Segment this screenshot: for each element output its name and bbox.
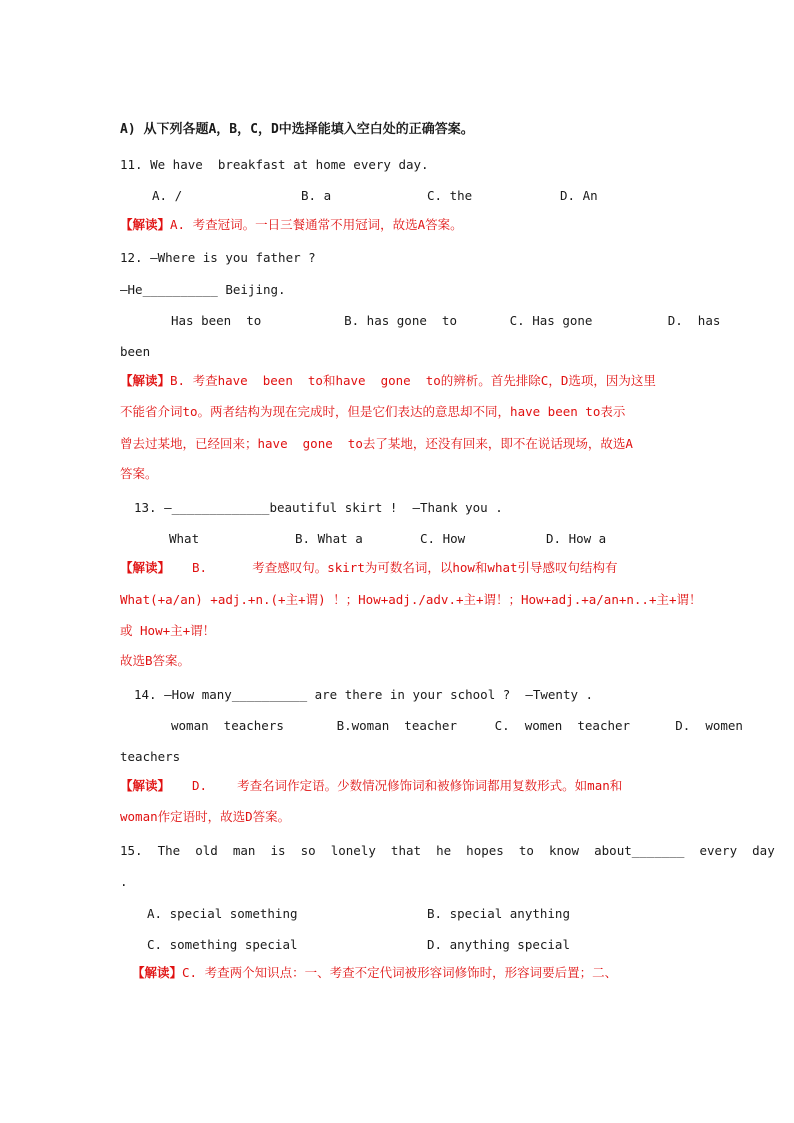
q14-explanation-2: woman作定语时，故选D答案。 (120, 809, 291, 824)
explanation-text: D. 考查名词作定语。少数情况修饰词和被修饰词都用复数形式。如man和 (192, 778, 623, 793)
explanation-text: B. 考查have been to和have gone to的辨析。首先排除C，D选项，因为这里 (170, 373, 656, 388)
q12-options: Has been to B. has gone to C. Has gone D. has (171, 313, 721, 328)
q11-option-c: C. the (427, 188, 473, 203)
q13-option-b: B. What a (295, 531, 363, 546)
q11-option-a: A. / (152, 188, 183, 203)
q13-explanation-1 (120, 560, 618, 576)
section-heading: A) 从下列各题A，B，C，D中选择能填入空白处的正确答案。 (120, 122, 474, 137)
q13-option-d: D. How a (546, 531, 607, 546)
question-12-stem-2: —He__________ Beijing. (120, 282, 286, 297)
question-12-stem: 12. —Where is you father ? (120, 250, 316, 265)
explanation-tag: 【解读】 (120, 373, 171, 388)
q12-explanation-4: 答案。 (120, 466, 158, 481)
question-15-stem-2: . (120, 874, 128, 889)
q15-option-d: D. anything special (427, 937, 570, 952)
q11-option-b: B. a (301, 188, 332, 203)
q11-option-d: D. An (560, 188, 598, 203)
q13-option-c: C. How (420, 531, 466, 546)
q15-option-a: A. special something (147, 906, 298, 921)
q13-explanation-3: 或 How+主+谓！ (120, 623, 216, 638)
q11-explanation (120, 217, 463, 233)
explanation-tag: 【解读】 (120, 217, 171, 232)
q12-explanation-1 (120, 373, 656, 389)
q14-explanation-1 (120, 778, 622, 794)
question-11-stem: 11. We have breakfast at home every day. (120, 157, 429, 172)
question-13-stem: 13. —_____________beautiful skirt ! —Thank you . (134, 500, 503, 515)
explanation-text: C. 考查两个知识点：一、考查不定代词被形容词修饰时，形容词要后置；二、 (182, 965, 618, 980)
q15-explanation-1 (132, 965, 617, 981)
explanation-text: B. 考查感叹句。skirt为可数名词，以how和what引导感叹句结构有 (192, 560, 618, 575)
q14-options-wrap: teachers (120, 749, 181, 764)
explanation-tag: 【解读】 (120, 560, 171, 575)
q13-option-a: What (169, 531, 200, 546)
q13-explanation-4: 故选B答案。 (120, 653, 191, 668)
explanation-text: A. 考查冠词。一日三餐通常不用冠词，故选A答案。 (170, 217, 463, 232)
q14-options: woman teachers B.woman teacher C. women teacher D. women (171, 718, 743, 733)
q15-option-b: B. special anything (427, 906, 570, 921)
explanation-tag: 【解读】 (132, 965, 183, 980)
question-15-stem: 15. The old man is so lonely that he hopes to know about_______ every day (120, 843, 775, 858)
q12-explanation-2: 不能省介词to。两者结构为现在完成时，但是它们表达的意思却不同，have been to表示 (120, 404, 626, 419)
q12-explanation-3: 曾去过某地，已经回来；have gone to去了某地，还没有回来，即不在说话现场，故选A (120, 436, 633, 451)
q12-options-wrap: been (120, 344, 151, 359)
q15-option-c: C. something special (147, 937, 298, 952)
q13-explanation-2: What(+a/an) +adj.+n.(+主+谓) ！；How+adj./adv.+主+谓！；How+adj.+a/an+n..+主+谓！ (120, 592, 702, 607)
question-14-stem: 14. —How many__________ are there in your school ? —Twenty . (134, 687, 594, 702)
explanation-tag: 【解读】 (120, 778, 171, 793)
